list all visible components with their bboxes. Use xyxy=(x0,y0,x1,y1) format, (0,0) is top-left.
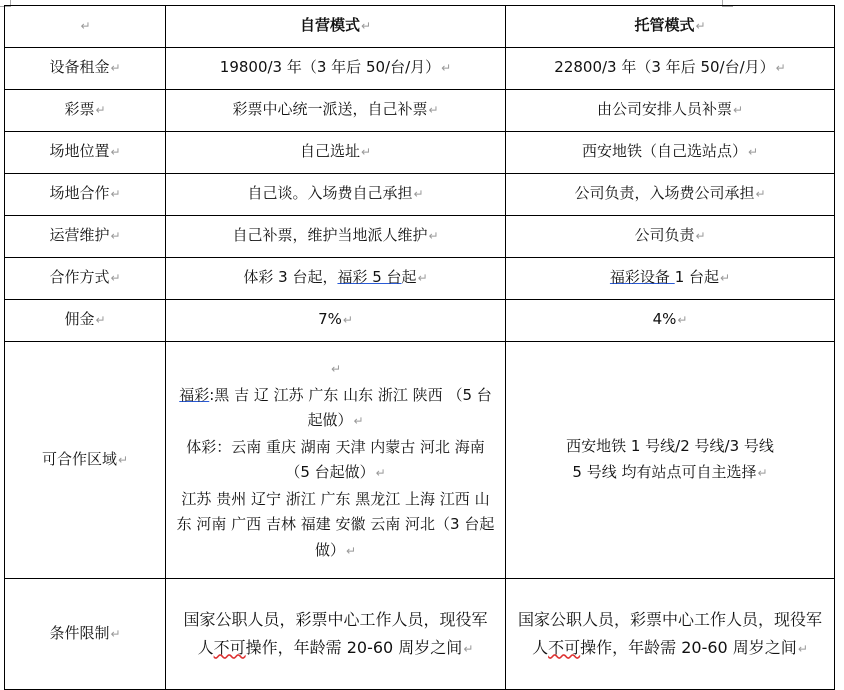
hosted-cell-text: 公司负责 ↵ xyxy=(634,226,705,244)
table-row xyxy=(5,132,835,174)
row-label-text: 条件限制 ↵ xyxy=(49,624,120,642)
table-row xyxy=(5,258,835,300)
condition-text: 国家公职人员，彩票中心工作人员，现役军人 xyxy=(517,609,822,657)
self-cell-tail: 起 ↵ xyxy=(402,268,428,286)
hosted-cell-text: 1 台起 ↵ xyxy=(675,268,730,286)
self-cell-text: 自己补票，维护当地派人维护 ↵ xyxy=(232,226,438,244)
row-label-text: 设备租金 ↵ xyxy=(49,58,120,76)
hosted-cell xyxy=(506,132,835,174)
self-cell-text: 自己选址 ↵ xyxy=(300,142,371,160)
fucai-list: :黑 吉 辽 江苏 广东 山东 浙江 陕西 （5 台起做） xyxy=(209,385,492,429)
self-cell-text: 自己谈。入场费自己承担 ↵ xyxy=(247,184,423,202)
header-blank xyxy=(5,6,166,48)
header-row xyxy=(5,6,835,48)
row-label xyxy=(5,48,166,90)
hosted-cell-text: 公司负责，入场费公司承担 ↵ xyxy=(574,184,765,202)
condition-flagged-word: 不可 xyxy=(213,637,246,657)
hosted-cell xyxy=(506,90,835,132)
hosted-cell-text: 4% ↵ xyxy=(653,310,688,328)
region-row xyxy=(5,342,835,579)
more-regions: 江苏 贵州 辽宁 浙江 广东 黑龙江 上海 江西 山东 河南 广西 吉林 福建 安徽 云南 河北（3 台起做） ↵ xyxy=(174,487,497,565)
header-hosted-text: 托管模式 ↵ xyxy=(634,16,705,34)
row-label xyxy=(5,300,166,342)
hosted-cell xyxy=(506,174,835,216)
row-label-text: 场地位置 ↵ xyxy=(49,142,120,160)
self-cell-text: 7% ↵ xyxy=(318,310,353,328)
row-label xyxy=(5,90,166,132)
hosted-cell-underlined: 福彩设备 xyxy=(609,268,675,287)
header-self-text: 自营模式 ↵ xyxy=(300,16,371,34)
empty-paragraph xyxy=(174,356,497,383)
row-label xyxy=(5,342,166,579)
row-label-text: 运营维护 ↵ xyxy=(49,226,120,244)
table-row xyxy=(5,216,835,258)
row-label xyxy=(5,216,166,258)
header-blank-text xyxy=(79,16,90,34)
fucai-regions xyxy=(174,383,497,435)
row-label xyxy=(5,132,166,174)
hosted-cell-text: 22800/3 年（3 年后 50/台/月） ↵ xyxy=(554,58,785,76)
row-label-text: 合作方式 ↵ xyxy=(49,268,120,286)
hosted-cell xyxy=(506,48,835,90)
metro-note: 5 号线 均有站点可自主选择 ↵ xyxy=(512,460,828,487)
self-condition-cell xyxy=(166,579,506,690)
row-label-text: 场地合作 ↵ xyxy=(49,184,120,202)
hosted-cell-text: 由公司安排人员补票 ↵ xyxy=(597,100,743,118)
condition-row xyxy=(5,579,835,690)
table-row xyxy=(5,48,835,90)
table-row xyxy=(5,300,835,342)
self-cell xyxy=(166,174,506,216)
self-cell xyxy=(166,132,506,174)
row-label-text: 可合作区域 ↵ xyxy=(42,450,128,468)
row-label xyxy=(5,579,166,690)
condition-text: 国家公职人员，彩票中心工作人员，现役军人 xyxy=(183,609,488,657)
table-row xyxy=(5,90,835,132)
self-cell xyxy=(166,300,506,342)
hosted-cell xyxy=(506,300,835,342)
self-cell xyxy=(166,48,506,90)
self-cell-text: 彩票中心统一派送，自己补票 ↵ xyxy=(232,100,438,118)
condition-tail: 操作，年龄需 20-60 周岁之间 ↵ xyxy=(580,638,808,657)
row-label xyxy=(5,174,166,216)
hosted-cell-text: 西安地铁（自己选站点） ↵ xyxy=(582,142,758,160)
header-hosted xyxy=(506,6,835,48)
hosted-cell xyxy=(506,258,835,300)
self-region-cell xyxy=(166,342,506,579)
self-cell xyxy=(166,258,506,300)
condition-tail: 操作，年龄需 20-60 周岁之间 ↵ xyxy=(246,638,474,657)
self-cell-underlined: 福彩 5 台 xyxy=(337,268,402,287)
hosted-condition-cell xyxy=(506,579,835,690)
ticai-regions: 体彩：云南 重庆 湖南 天津 内蒙古 河北 海南 （5 台起做） ↵ xyxy=(174,435,497,487)
hosted-region-cell xyxy=(506,342,835,579)
self-cell-text: 体彩 3 台起， xyxy=(243,268,338,287)
self-cell xyxy=(166,90,506,132)
table-row xyxy=(5,174,835,216)
hosted-cell xyxy=(506,216,835,258)
row-label-text: 佣金 ↵ xyxy=(64,310,105,328)
row-label-text: 彩票 ↵ xyxy=(64,100,105,118)
row-label xyxy=(5,258,166,300)
header-self xyxy=(166,6,506,48)
self-cell xyxy=(166,216,506,258)
metro-lines: 西安地铁 1 号线/2 号线/3 号线 xyxy=(566,437,774,455)
comparison-table xyxy=(4,5,835,690)
self-cell-text: 19800/3 年（3 年后 50/台/月） ↵ xyxy=(220,58,451,76)
fucai-label: 福彩 xyxy=(179,385,210,404)
condition-flagged-word: 不可 xyxy=(548,637,581,657)
